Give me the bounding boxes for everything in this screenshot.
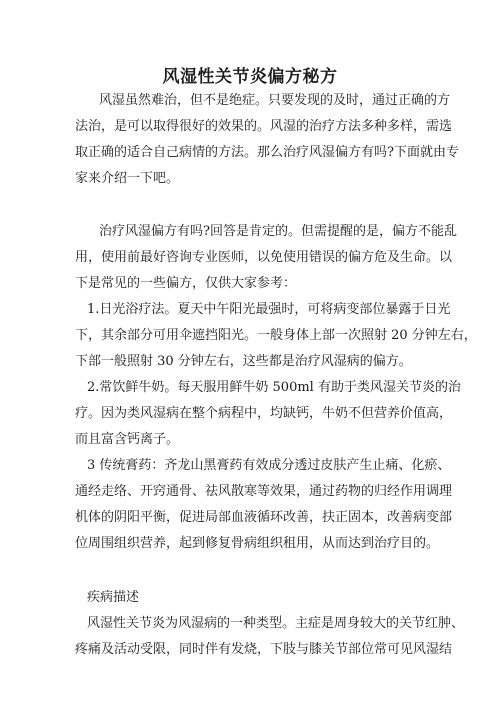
section-heading: 疾病描述: [87, 590, 140, 605]
remedy-line: 疗。因为类风湿病在整个病程中，均缺钙，牛奶不但营养价值高，: [75, 406, 453, 421]
paragraph-line: 用，使用前最好咨询专业医师，以免使用错误的偏方危及生命。以: [75, 250, 453, 265]
remedy-line: 通经走络、开窍通骨、祛风散寒等效果，通过药物的归经作用调理: [75, 484, 453, 499]
paragraph-line: 治疗风湿偏方有吗?回答是肯定的。但需提醒的是，偏方不能乱: [99, 224, 457, 239]
remedy-line: 而且富含钙离子。: [75, 432, 180, 447]
paragraph-line: 疼痛及活动受限，同时伴有发烧，下肢与膝关节部位常可见风湿结: [75, 642, 453, 657]
remedy-line: 机体的阴阳平衡，促进局部血液循环改善，扶正固本，改善病变部: [75, 510, 453, 525]
paragraph-line: 法治，是可以取得很好的效果的。风湿的治疗方法多种多样，需选: [75, 119, 453, 134]
paragraph-line: 风湿虽然难治，但不是绝症。只要发现的及时，通过正确的方: [99, 93, 451, 108]
remedy-line: 位周围组织营养，起到修复骨病组织租用，从而达到治疗目的。: [75, 536, 440, 551]
remedy-line: 3 传统膏药：齐龙山黑膏药有效成分透过皮肤产生止痛、化瘀、: [87, 458, 451, 473]
paragraph-line: 下是常见的一些偏方，仅供大家参考：: [75, 276, 297, 291]
remedy-line: 下部一般照射 30 分钟左右，这些都是治疗风湿病的偏方。: [75, 354, 412, 369]
page-title: 风湿性关节炎偏方秘方: [162, 67, 338, 87]
paragraph-line: 风湿性关节炎为风湿病的一种类型。主症是周身较大的关节红肿、: [87, 616, 465, 631]
remedy-line: 2.常饮鲜牛奶。每天服用鲜牛奶 500ml 有助于类风湿关节炎的治: [87, 380, 461, 395]
remedy-line: 1.日光浴疗法。夏天中午阳光最强时，可将病变部位暴露于日光: [87, 302, 451, 317]
remedy-line: 下，其余部分可用伞遮挡阳光。一般身体上部一次照射 20 分钟左右，: [75, 328, 477, 343]
paragraph-line: 家来介绍一下吧。: [75, 171, 180, 186]
paragraph-line: 取正确的适合自己病情的方法。那么治疗风湿偏方有吗?下面就由专: [75, 145, 459, 160]
